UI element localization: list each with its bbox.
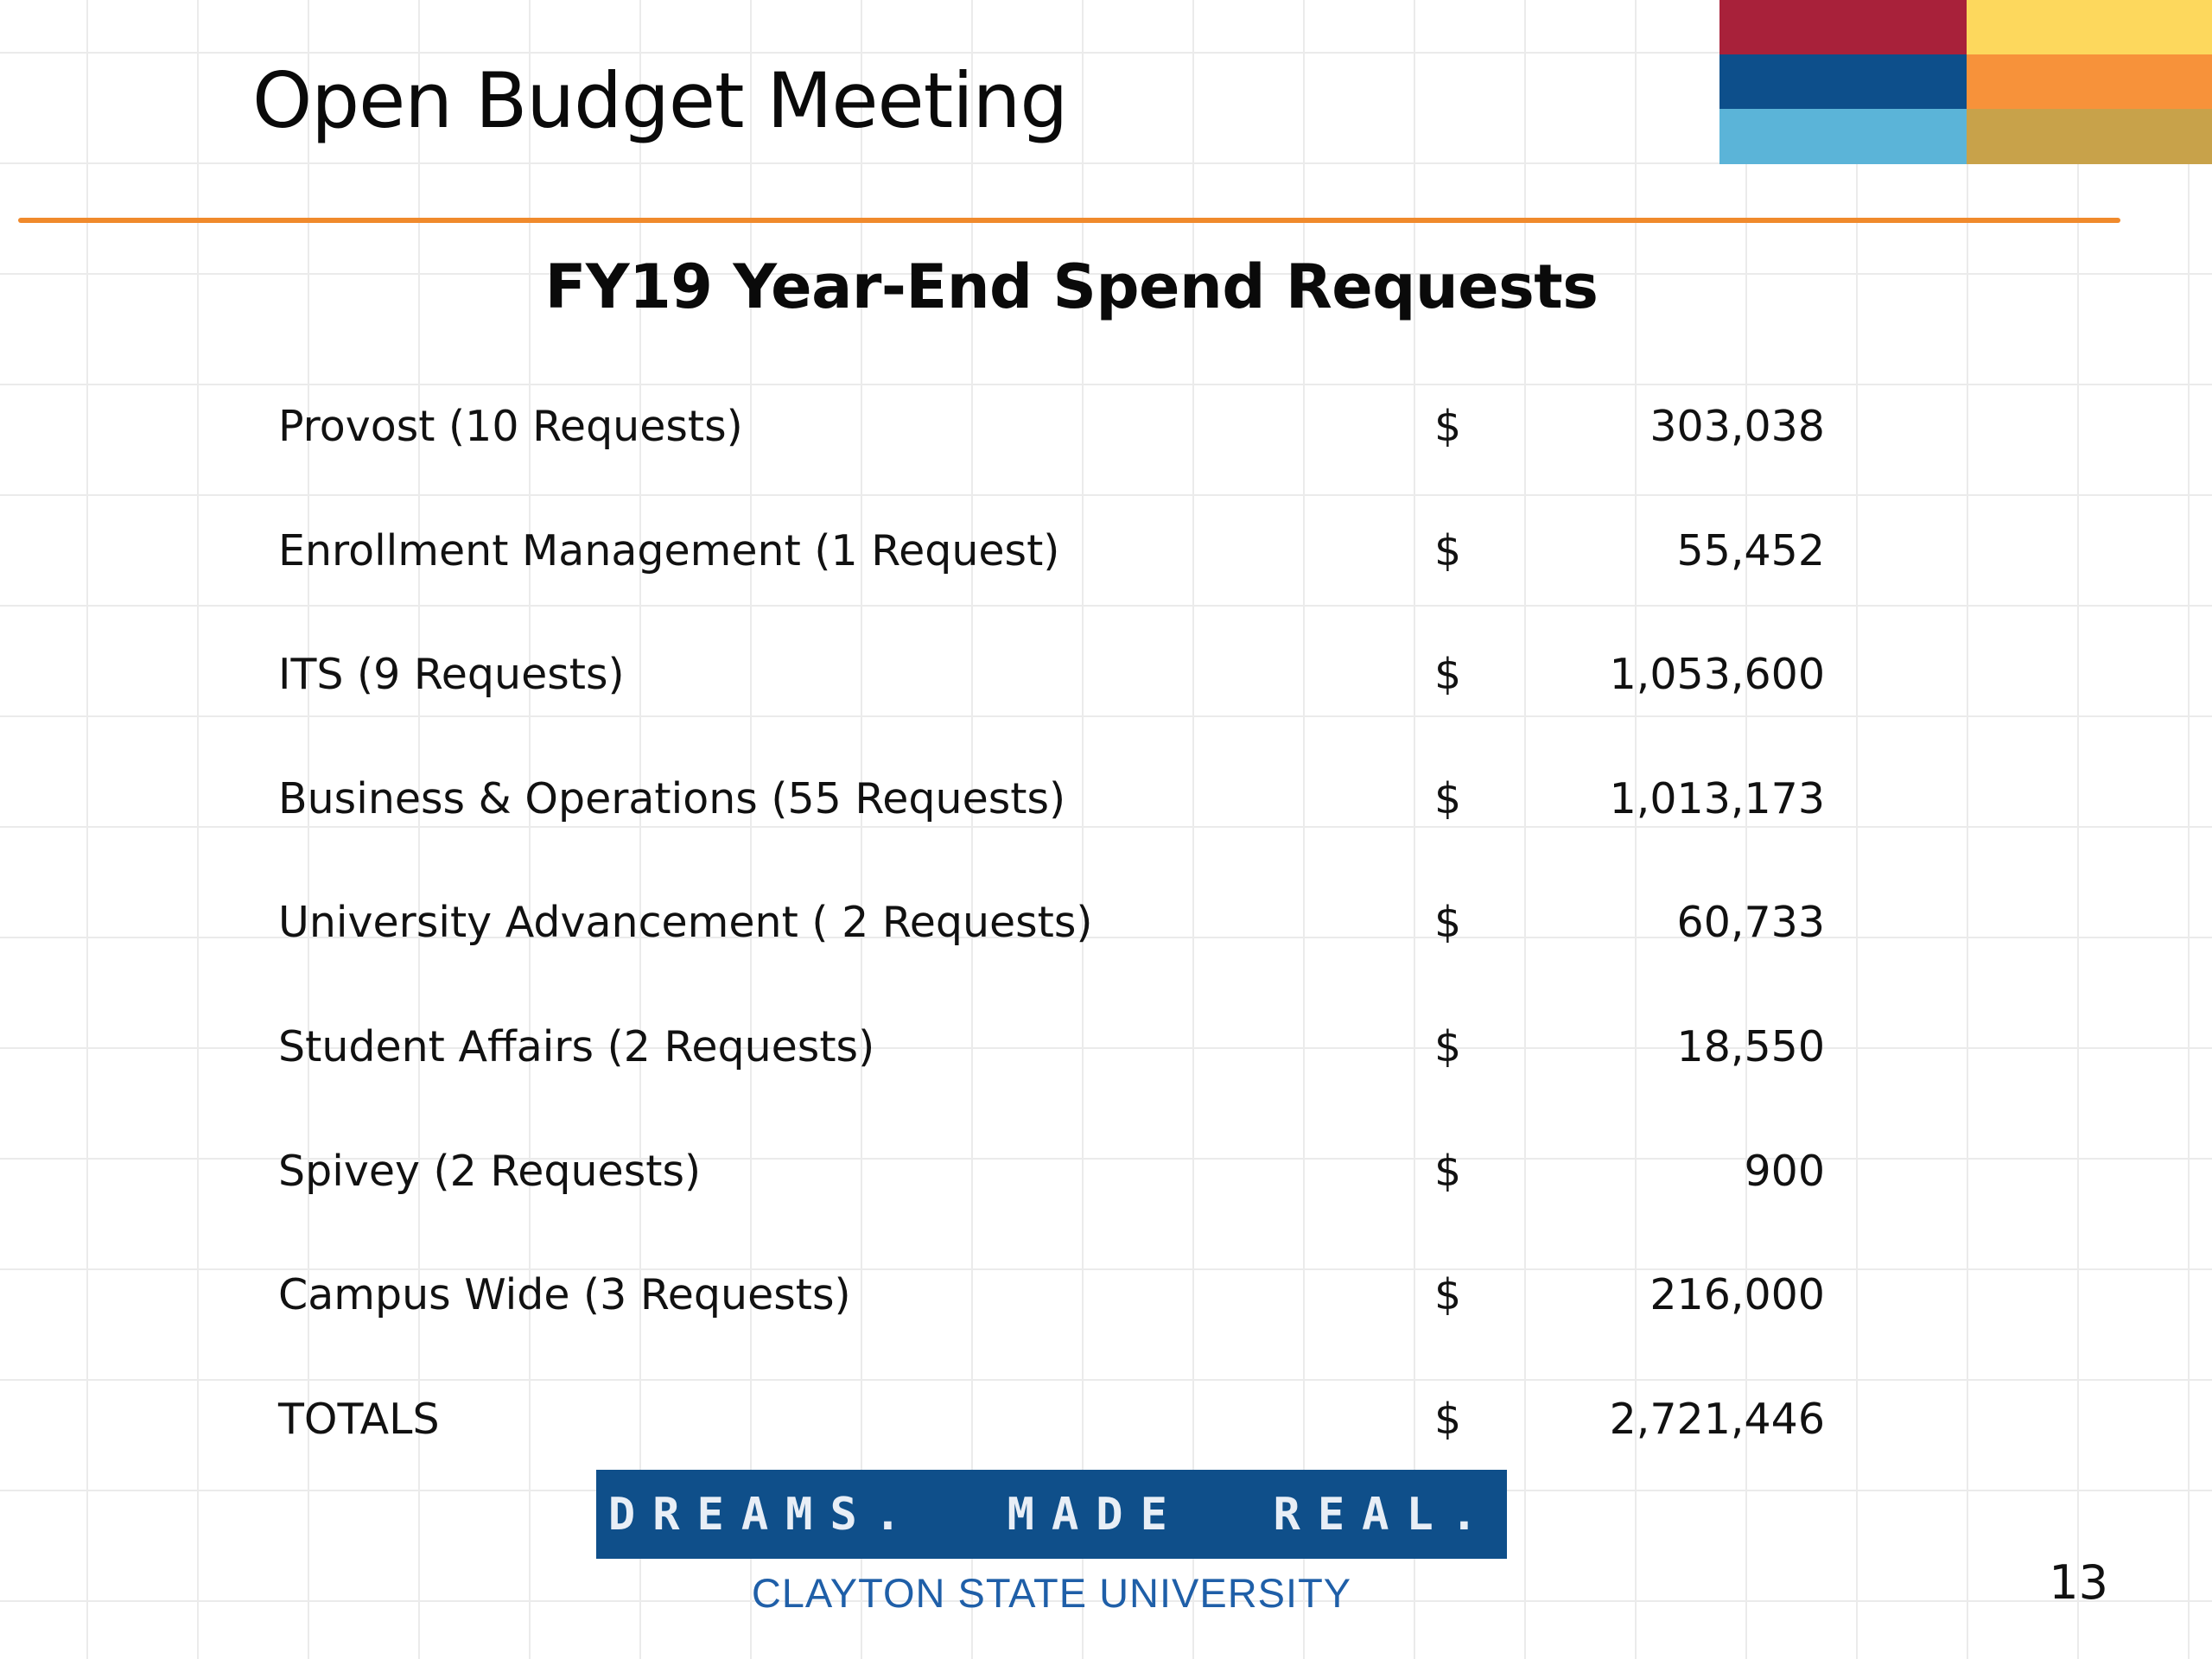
row-label: Enrollment Management (1 Request) xyxy=(278,525,1060,575)
row-currency: $ xyxy=(1434,773,1462,823)
row-amount: 900 xyxy=(1744,1146,1825,1196)
row-amount: 60,733 xyxy=(1676,898,1825,948)
swatch-orange xyxy=(1967,54,2212,109)
swatch-gold xyxy=(1967,109,2212,164)
swatch-sky xyxy=(1719,109,1967,164)
row-label: Student Affairs (2 Requests) xyxy=(278,1022,875,1071)
row-label: Provost (10 Requests) xyxy=(278,402,743,451)
slide-title: Open Budget Meeting xyxy=(252,56,1068,145)
swatch-navy xyxy=(1719,54,1967,109)
banner-text: DREAMS. MADE REAL. xyxy=(607,1488,1496,1541)
university-name: CLAYTON STATE UNIVERSITY xyxy=(751,1570,1352,1616)
row-amount: 18,550 xyxy=(1676,1022,1825,1071)
row-amount: 216,000 xyxy=(1649,1270,1825,1320)
row-label: TOTALS xyxy=(278,1394,440,1444)
row-amount: 303,038 xyxy=(1649,402,1825,451)
table-row xyxy=(0,636,2212,714)
swatch-crimson xyxy=(1719,0,1967,54)
table-row xyxy=(0,884,2212,962)
row-currency: $ xyxy=(1434,402,1462,451)
table-row xyxy=(0,1008,2212,1086)
swatch-yellow xyxy=(1967,0,2212,54)
table-row xyxy=(0,1133,2212,1211)
table-row xyxy=(0,388,2212,466)
row-currency: $ xyxy=(1434,525,1462,575)
dreams-banner xyxy=(596,1470,1507,1559)
color-block-logo xyxy=(1719,0,2212,164)
row-currency: $ xyxy=(1434,1022,1462,1071)
table-row xyxy=(0,1256,2212,1334)
row-label: University Advancement ( 2 Requests) xyxy=(278,898,1093,948)
page-number: 13 xyxy=(2049,1555,2108,1610)
row-currency: $ xyxy=(1434,1270,1462,1320)
row-amount: 1,053,600 xyxy=(1609,650,1825,700)
row-label: Spivey (2 Requests) xyxy=(278,1146,702,1196)
table-title: FY19 Year-End Spend Requests xyxy=(544,251,1599,322)
row-amount: 55,452 xyxy=(1676,525,1825,575)
table-row xyxy=(0,512,2212,590)
row-currency: $ xyxy=(1434,898,1462,948)
row-label: ITS (9 Requests) xyxy=(278,650,625,700)
row-currency: $ xyxy=(1434,650,1462,700)
row-label: Business & Operations (55 Requests) xyxy=(278,773,1066,823)
header-divider xyxy=(18,218,2120,223)
row-amount: 2,721,446 xyxy=(1609,1394,1825,1444)
row-currency: $ xyxy=(1434,1394,1462,1444)
table-row xyxy=(0,760,2212,838)
row-currency: $ xyxy=(1434,1146,1462,1196)
table-row xyxy=(0,1381,2212,1459)
row-label: Campus Wide (3 Requests) xyxy=(278,1270,851,1320)
row-amount: 1,013,173 xyxy=(1609,773,1825,823)
